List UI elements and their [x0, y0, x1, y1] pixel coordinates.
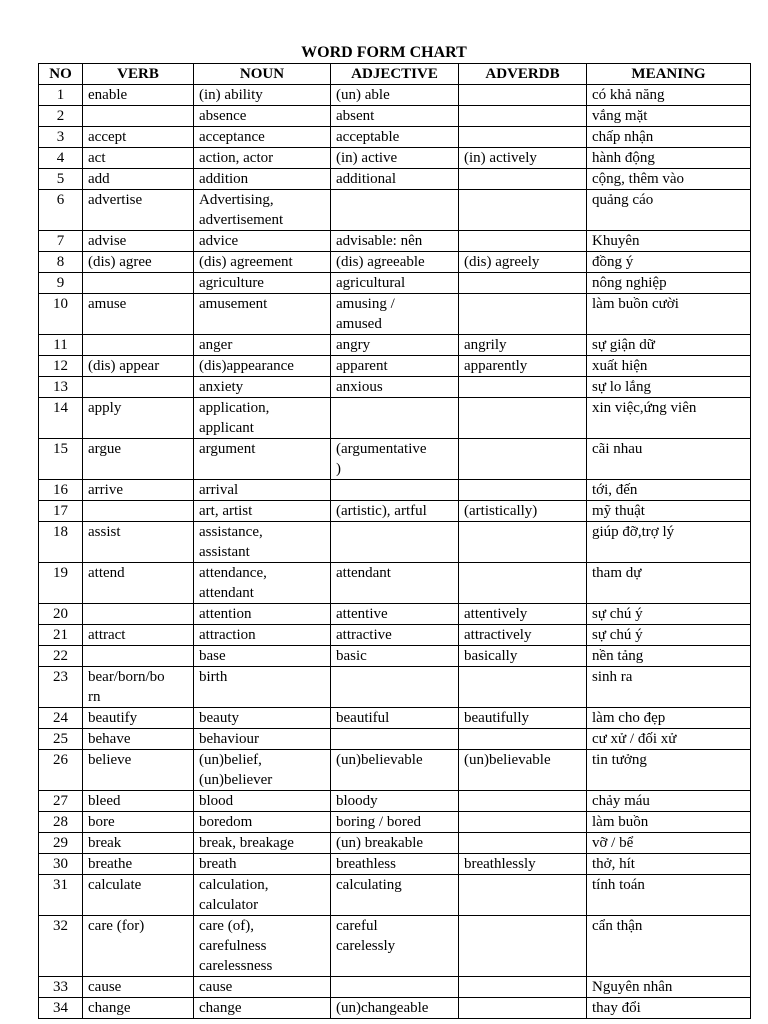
- cell-adjective: apparent: [331, 356, 459, 377]
- cell-no: 11: [39, 335, 83, 356]
- table-row: [39, 875, 751, 916]
- table-row: [39, 812, 751, 833]
- cell-adverb: [459, 522, 587, 563]
- cell-meaning: sự giận dữ: [587, 335, 751, 356]
- cell-noun: (un)belief, (un)believer: [194, 750, 331, 791]
- cell-verb: care (for): [83, 916, 194, 977]
- cell-no: 13: [39, 377, 83, 398]
- cell-adjective: acceptable: [331, 127, 459, 148]
- cell-no: 1: [39, 85, 83, 106]
- cell-no: 32: [39, 916, 83, 977]
- cell-adjective: beautiful: [331, 708, 459, 729]
- cell-adverb: [459, 812, 587, 833]
- cell-adjective: anxious: [331, 377, 459, 398]
- cell-verb: attend: [83, 563, 194, 604]
- table-row: [39, 625, 751, 646]
- cell-no: 7: [39, 231, 83, 252]
- cell-adverb: [459, 231, 587, 252]
- cell-no: 24: [39, 708, 83, 729]
- cell-no: 3: [39, 127, 83, 148]
- cell-meaning: tính toán: [587, 875, 751, 916]
- table-row: [39, 106, 751, 127]
- cell-noun: blood: [194, 791, 331, 812]
- cell-adverb: breathlessly: [459, 854, 587, 875]
- cell-adjective: [331, 522, 459, 563]
- cell-adjective: [331, 190, 459, 231]
- cell-meaning: cẩn thận: [587, 916, 751, 977]
- cell-meaning: cư xử / đối xử: [587, 729, 751, 750]
- cell-meaning: vắng mặt: [587, 106, 751, 127]
- table-body: [39, 85, 751, 1019]
- cell-noun: attention: [194, 604, 331, 625]
- cell-adverb: [459, 998, 587, 1019]
- cell-adjective: (un)believable: [331, 750, 459, 791]
- cell-adjective: (artistic), artful: [331, 501, 459, 522]
- cell-adjective: boring / bored: [331, 812, 459, 833]
- cell-verb: [83, 646, 194, 667]
- table-row: [39, 998, 751, 1019]
- cell-adjective: [331, 729, 459, 750]
- cell-adverb: [459, 377, 587, 398]
- cell-verb: [83, 335, 194, 356]
- cell-noun: action, actor: [194, 148, 331, 169]
- table-row: [39, 791, 751, 812]
- cell-noun: absence: [194, 106, 331, 127]
- cell-meaning: làm cho đẹp: [587, 708, 751, 729]
- cell-adjective: (in) active: [331, 148, 459, 169]
- chart-title: WORD FORM CHART: [301, 44, 467, 61]
- cell-noun: anxiety: [194, 377, 331, 398]
- cell-no: 10: [39, 294, 83, 335]
- cell-no: 9: [39, 273, 83, 294]
- cell-noun: (dis) agreement: [194, 252, 331, 273]
- cell-adjective: agricultural: [331, 273, 459, 294]
- table-row: [39, 916, 751, 977]
- cell-meaning: chấp nhận: [587, 127, 751, 148]
- cell-verb: attract: [83, 625, 194, 646]
- table-row: [39, 977, 751, 998]
- cell-adverb: [459, 190, 587, 231]
- cell-verb: believe: [83, 750, 194, 791]
- cell-no: 5: [39, 169, 83, 190]
- cell-adverb: [459, 833, 587, 854]
- cell-adverb: [459, 398, 587, 439]
- cell-adjective: bloody: [331, 791, 459, 812]
- cell-noun: art, artist: [194, 501, 331, 522]
- cell-adverb: [459, 977, 587, 998]
- cell-adverb: [459, 273, 587, 294]
- cell-meaning: xin việc,ứng viên: [587, 398, 751, 439]
- cell-adjective: calculating: [331, 875, 459, 916]
- cell-noun: base: [194, 646, 331, 667]
- cell-no: 12: [39, 356, 83, 377]
- cell-meaning: làm buồn cười: [587, 294, 751, 335]
- cell-noun: attendance, attendant: [194, 563, 331, 604]
- header-adjective: ADJECTIVE: [331, 64, 459, 85]
- cell-meaning: xuất hiện: [587, 356, 751, 377]
- cell-no: 19: [39, 563, 83, 604]
- cell-adverb: [459, 169, 587, 190]
- cell-meaning: sự chú ý: [587, 604, 751, 625]
- cell-adverb: beautifully: [459, 708, 587, 729]
- cell-adverb: attractively: [459, 625, 587, 646]
- cell-no: 31: [39, 875, 83, 916]
- cell-adjective: careful carelessly: [331, 916, 459, 977]
- cell-adjective: attendant: [331, 563, 459, 604]
- cell-noun: agriculture: [194, 273, 331, 294]
- cell-verb: [83, 501, 194, 522]
- cell-verb: (dis) appear: [83, 356, 194, 377]
- table-row: [39, 604, 751, 625]
- cell-verb: cause: [83, 977, 194, 998]
- cell-meaning: cãi nhau: [587, 439, 751, 480]
- cell-meaning: cộng, thêm vào: [587, 169, 751, 190]
- cell-adverb: [459, 729, 587, 750]
- cell-no: 21: [39, 625, 83, 646]
- cell-meaning: chảy máu: [587, 791, 751, 812]
- cell-adjective: amusing / amused: [331, 294, 459, 335]
- table-row: [39, 335, 751, 356]
- cell-adjective: angry: [331, 335, 459, 356]
- cell-adjective: additional: [331, 169, 459, 190]
- cell-noun: care (of), carefulness carelessness: [194, 916, 331, 977]
- cell-no: 20: [39, 604, 83, 625]
- cell-verb: breathe: [83, 854, 194, 875]
- cell-adverb: apparently: [459, 356, 587, 377]
- cell-adjective: (un) breakable: [331, 833, 459, 854]
- cell-adverb: (dis) agreely: [459, 252, 587, 273]
- cell-noun: assistance, assistant: [194, 522, 331, 563]
- cell-no: 25: [39, 729, 83, 750]
- cell-meaning: tin tưởng: [587, 750, 751, 791]
- cell-no: 16: [39, 480, 83, 501]
- cell-adjective: (argumentative ): [331, 439, 459, 480]
- cell-verb: arrive: [83, 480, 194, 501]
- cell-no: 33: [39, 977, 83, 998]
- header-meaning: MEANING: [587, 64, 751, 85]
- table-row: [39, 85, 751, 106]
- table-row: [39, 854, 751, 875]
- table-row: [39, 231, 751, 252]
- table-row: [39, 750, 751, 791]
- cell-no: 22: [39, 646, 83, 667]
- cell-verb: [83, 106, 194, 127]
- cell-meaning: sinh ra: [587, 667, 751, 708]
- cell-adverb: [459, 916, 587, 977]
- cell-adverb: (un)believable: [459, 750, 587, 791]
- cell-adverb: [459, 439, 587, 480]
- cell-adjective: (un) able: [331, 85, 459, 106]
- table-row: [39, 252, 751, 273]
- cell-adverb: [459, 106, 587, 127]
- cell-verb: enable: [83, 85, 194, 106]
- cell-no: 18: [39, 522, 83, 563]
- cell-adverb: [459, 85, 587, 106]
- cell-adjective: [331, 667, 459, 708]
- cell-verb: bleed: [83, 791, 194, 812]
- cell-no: 34: [39, 998, 83, 1019]
- cell-meaning: hành động: [587, 148, 751, 169]
- cell-meaning: giúp đỡ,trợ lý: [587, 522, 751, 563]
- cell-adverb: [459, 480, 587, 501]
- cell-adjective: (un)changeable: [331, 998, 459, 1019]
- cell-meaning: vỡ / bể: [587, 833, 751, 854]
- cell-adjective: attractive: [331, 625, 459, 646]
- table-row: [39, 190, 751, 231]
- cell-meaning: nền tảng: [587, 646, 751, 667]
- cell-noun: calculation, calculator: [194, 875, 331, 916]
- cell-noun: application, applicant: [194, 398, 331, 439]
- cell-verb: calculate: [83, 875, 194, 916]
- cell-noun: beauty: [194, 708, 331, 729]
- cell-noun: anger: [194, 335, 331, 356]
- cell-noun: attraction: [194, 625, 331, 646]
- cell-no: 30: [39, 854, 83, 875]
- cell-meaning: tham dự: [587, 563, 751, 604]
- cell-verb: amuse: [83, 294, 194, 335]
- cell-adjective: [331, 977, 459, 998]
- cell-adverb: [459, 875, 587, 916]
- cell-noun: acceptance: [194, 127, 331, 148]
- cell-adverb: (artistically): [459, 501, 587, 522]
- cell-adjective: attentive: [331, 604, 459, 625]
- cell-adjective: basic: [331, 646, 459, 667]
- cell-adverb: [459, 791, 587, 812]
- cell-verb: add: [83, 169, 194, 190]
- table-row: [39, 646, 751, 667]
- cell-verb: advise: [83, 231, 194, 252]
- cell-verb: [83, 377, 194, 398]
- table-row: [39, 667, 751, 708]
- cell-meaning: đồng ý: [587, 252, 751, 273]
- cell-verb: behave: [83, 729, 194, 750]
- cell-noun: argument: [194, 439, 331, 480]
- cell-adverb: [459, 667, 587, 708]
- table-row: [39, 563, 751, 604]
- cell-noun: (dis)appearance: [194, 356, 331, 377]
- cell-noun: arrival: [194, 480, 331, 501]
- cell-verb: advertise: [83, 190, 194, 231]
- cell-meaning: thở, hít: [587, 854, 751, 875]
- cell-noun: addition: [194, 169, 331, 190]
- header-row: [39, 64, 751, 85]
- cell-verb: act: [83, 148, 194, 169]
- cell-meaning: nông nghiệp: [587, 273, 751, 294]
- table-row: [39, 501, 751, 522]
- cell-meaning: Khuyên: [587, 231, 751, 252]
- cell-adverb: (in) actively: [459, 148, 587, 169]
- table-row: [39, 708, 751, 729]
- cell-meaning: thay đổi: [587, 998, 751, 1019]
- cell-verb: argue: [83, 439, 194, 480]
- cell-verb: break: [83, 833, 194, 854]
- cell-noun: advice: [194, 231, 331, 252]
- table-row: [39, 377, 751, 398]
- cell-noun: cause: [194, 977, 331, 998]
- cell-verb: beautify: [83, 708, 194, 729]
- cell-noun: break, breakage: [194, 833, 331, 854]
- cell-meaning: làm buồn: [587, 812, 751, 833]
- cell-verb: apply: [83, 398, 194, 439]
- cell-adjective: [331, 398, 459, 439]
- table-row: [39, 273, 751, 294]
- cell-adjective: (dis) agreeable: [331, 252, 459, 273]
- cell-meaning: sự lo lắng: [587, 377, 751, 398]
- table-row: [39, 480, 751, 501]
- cell-meaning: mỹ thuật: [587, 501, 751, 522]
- table-row: [39, 833, 751, 854]
- cell-noun: boredom: [194, 812, 331, 833]
- cell-no: 15: [39, 439, 83, 480]
- cell-noun: change: [194, 998, 331, 1019]
- cell-meaning: Nguyên nhân: [587, 977, 751, 998]
- cell-no: 23: [39, 667, 83, 708]
- cell-adjective: breathless: [331, 854, 459, 875]
- word-form-table: [38, 63, 751, 1019]
- table-row: [39, 356, 751, 377]
- table-row: [39, 729, 751, 750]
- cell-no: 28: [39, 812, 83, 833]
- table-row: [39, 148, 751, 169]
- cell-noun: breath: [194, 854, 331, 875]
- header-adverb: ADVERDB: [459, 64, 587, 85]
- cell-no: 17: [39, 501, 83, 522]
- cell-adjective: absent: [331, 106, 459, 127]
- cell-no: 27: [39, 791, 83, 812]
- cell-adjective: [331, 480, 459, 501]
- header-verb: VERB: [83, 64, 194, 85]
- table-row: [39, 294, 751, 335]
- cell-adjective: advisable: nên: [331, 231, 459, 252]
- cell-meaning: tới, đến: [587, 480, 751, 501]
- cell-no: 4: [39, 148, 83, 169]
- cell-verb: accept: [83, 127, 194, 148]
- header-no: NO: [39, 64, 83, 85]
- cell-adverb: [459, 294, 587, 335]
- cell-noun: (in) ability: [194, 85, 331, 106]
- cell-meaning: quảng cáo: [587, 190, 751, 231]
- cell-no: 2: [39, 106, 83, 127]
- cell-noun: amusement: [194, 294, 331, 335]
- cell-noun: behaviour: [194, 729, 331, 750]
- cell-verb: bear/born/bo rn: [83, 667, 194, 708]
- cell-no: 14: [39, 398, 83, 439]
- cell-no: 8: [39, 252, 83, 273]
- table-row: [39, 439, 751, 480]
- cell-no: 6: [39, 190, 83, 231]
- cell-adverb: basically: [459, 646, 587, 667]
- cell-adverb: angrily: [459, 335, 587, 356]
- cell-meaning: có khả năng: [587, 85, 751, 106]
- cell-verb: bore: [83, 812, 194, 833]
- cell-verb: [83, 273, 194, 294]
- cell-adverb: attentively: [459, 604, 587, 625]
- cell-no: 29: [39, 833, 83, 854]
- cell-verb: [83, 604, 194, 625]
- cell-verb: (dis) agree: [83, 252, 194, 273]
- cell-meaning: sự chú ý: [587, 625, 751, 646]
- cell-no: 26: [39, 750, 83, 791]
- table-row: [39, 169, 751, 190]
- header-noun: NOUN: [194, 64, 331, 85]
- cell-adverb: [459, 563, 587, 604]
- table-row: [39, 398, 751, 439]
- cell-noun: birth: [194, 667, 331, 708]
- cell-verb: assist: [83, 522, 194, 563]
- cell-noun: Advertising, advertisement: [194, 190, 331, 231]
- cell-adverb: [459, 127, 587, 148]
- table-row: [39, 522, 751, 563]
- table-row: [39, 127, 751, 148]
- cell-verb: change: [83, 998, 194, 1019]
